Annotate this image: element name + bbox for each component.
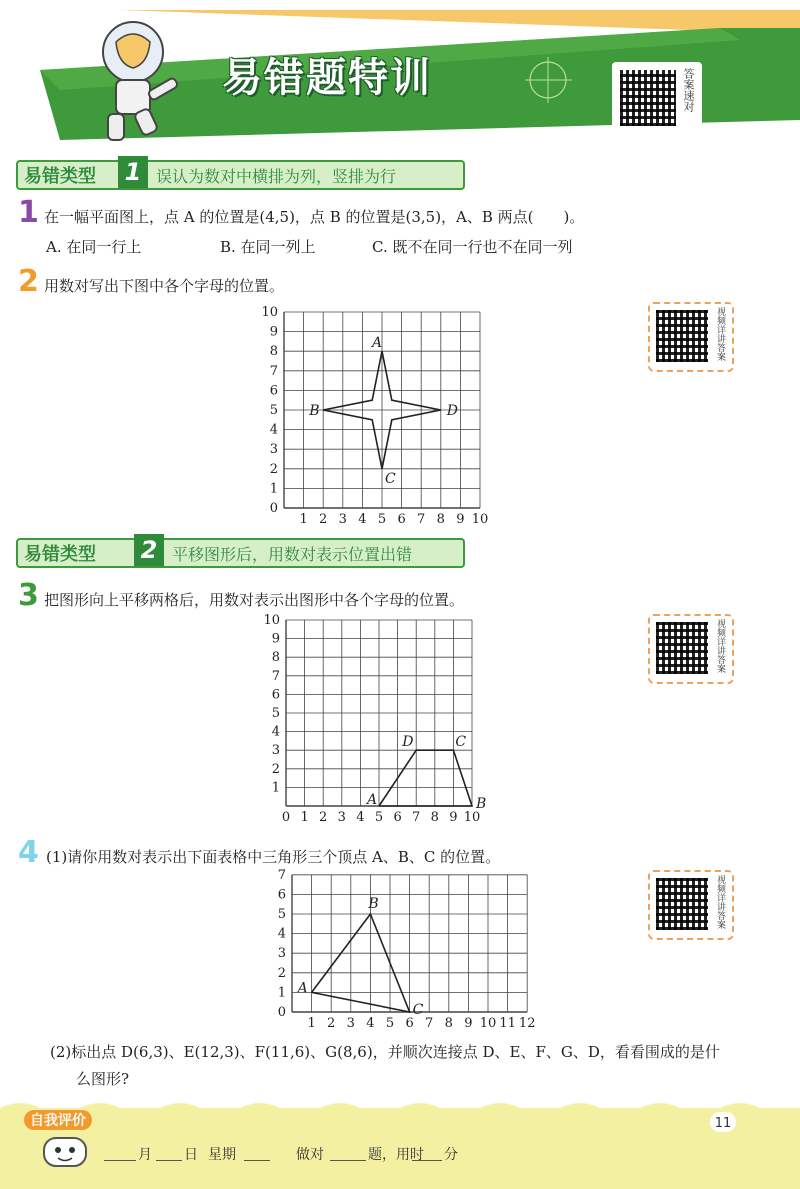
- x-tick-label: 6: [405, 1016, 414, 1031]
- y-tick-label: 8: [269, 344, 278, 360]
- y-tick-label: 7: [277, 867, 286, 883]
- point-label-b: B: [476, 796, 487, 812]
- x-tick-label: 4: [356, 810, 365, 825]
- x-tick-label: 7: [417, 512, 426, 526]
- x-tick-label: 8: [430, 810, 439, 825]
- section-number: 1: [118, 156, 148, 188]
- x-tick-label: 3: [338, 512, 347, 526]
- point-label-c: C: [385, 470, 396, 487]
- grid-chart-q4: [252, 866, 542, 1036]
- x-tick-label: 2: [319, 512, 328, 526]
- point-label-d: D: [402, 734, 414, 751]
- section-description: 平移图形后，用数对表示位置出错: [172, 545, 413, 564]
- y-tick-label: 5: [271, 706, 280, 721]
- y-tick-label: 7: [271, 668, 280, 684]
- question-1-text: 在一幅平面图上，点 A 的位置是(4,5)，点 B 的位置是(3,5)，A、B 两点( )。: [44, 208, 585, 226]
- y-tick-label: 3: [271, 743, 280, 759]
- question-4-part2-line2: 么图形?: [76, 1070, 130, 1088]
- video-qr-label: 视频详讲答案: [715, 875, 725, 929]
- question-number-1: 1: [18, 195, 39, 230]
- month-blank[interactable]: [104, 1160, 136, 1161]
- section-header-1: [16, 158, 464, 188]
- question-number-3: 3: [18, 578, 39, 613]
- y-tick-label: 6: [269, 383, 278, 399]
- x-tick-label: 7: [412, 810, 421, 825]
- footer: [0, 1108, 800, 1189]
- smiley-mascot-icon: [40, 1134, 90, 1170]
- point-label-b: B: [368, 896, 379, 912]
- y-tick-label: 2: [269, 461, 278, 477]
- question-4-part1: (1)请你用数对表示出下面表格中三角形三个顶点 A、B、C 的位置。: [46, 848, 501, 866]
- point-label-a: A: [297, 980, 308, 997]
- astronaut-mascot-icon: [78, 14, 188, 144]
- grid-chart-q3: [262, 608, 502, 828]
- x-tick-label: 4: [358, 512, 367, 526]
- y-tick-label: 10: [263, 613, 280, 628]
- month-label: 月: [138, 1147, 152, 1163]
- question-3-text: 把图形向上平移两格后，用数对表示出图形中各个字母的位置。: [44, 591, 465, 609]
- question-1-option-c[interactable]: C. 既不在同一行也不在同一列: [372, 238, 573, 256]
- point-label-a: A: [367, 792, 378, 808]
- point-label-d: D: [446, 403, 459, 419]
- weekday-label: 星期: [208, 1147, 236, 1163]
- x-tick-label: 10: [471, 512, 489, 526]
- section-header-2: [16, 536, 464, 566]
- x-tick-label: 12: [518, 1016, 536, 1031]
- question-1-option-b[interactable]: B. 在同一列上: [220, 238, 316, 256]
- point-label-c: C: [412, 1002, 424, 1018]
- point-label-a: A: [372, 335, 383, 352]
- time-label: 题，用时: [368, 1147, 424, 1163]
- self-eval-badge: [24, 1110, 92, 1130]
- x-tick-label: 2: [319, 810, 328, 825]
- x-tick-label: 2: [327, 1016, 336, 1031]
- page-number-badge: [710, 1112, 736, 1132]
- x-tick-label: 3: [346, 1016, 355, 1031]
- x-tick-label: 8: [436, 512, 445, 526]
- x-tick-label: 7: [425, 1016, 434, 1031]
- day-blank[interactable]: [156, 1160, 182, 1161]
- x-tick-label: 9: [449, 810, 458, 825]
- point-label-c: C: [455, 734, 467, 751]
- x-tick-label: 3: [337, 810, 346, 825]
- y-tick-label: 9: [269, 324, 278, 340]
- correct-label: 做对: [296, 1147, 324, 1163]
- video-qr-box-q2[interactable]: [648, 302, 734, 372]
- x-tick-label: 6: [397, 512, 406, 526]
- section-description: 误认为数对中横排为列，竖排为行: [156, 167, 397, 186]
- y-tick-label: 9: [271, 631, 280, 647]
- weekday-blank[interactable]: [244, 1160, 270, 1161]
- x-tick-label: 9: [464, 1016, 473, 1031]
- video-qr-code-icon[interactable]: [656, 878, 708, 930]
- video-qr-label: 视频详讲答案: [715, 619, 725, 673]
- y-tick-label: 2: [271, 761, 280, 777]
- x-tick-label: 8: [444, 1016, 453, 1031]
- section-number: 2: [134, 534, 164, 566]
- page-number: 11: [714, 1116, 732, 1131]
- answer-qr-box[interactable]: [612, 62, 702, 132]
- video-qr-box-q4[interactable]: [648, 870, 734, 940]
- x-tick-label: 1: [307, 1016, 316, 1031]
- y-tick-label: 4: [269, 422, 278, 438]
- y-tick-label: 0: [277, 1005, 286, 1020]
- y-tick-label: 6: [277, 887, 286, 903]
- answer-qr-code-icon[interactable]: [620, 70, 676, 126]
- x-tick-label: 5: [385, 1016, 395, 1031]
- y-tick-label: 5: [277, 907, 286, 922]
- x-tick-label: 11: [499, 1016, 516, 1031]
- x-tick-label: 9: [456, 512, 465, 526]
- answer-qr-label: 答案速对: [682, 68, 695, 112]
- figure-outline: [379, 750, 472, 806]
- footer-wave: [0, 1098, 800, 1118]
- y-tick-label: 5: [269, 403, 278, 418]
- y-tick-label: 4: [277, 926, 286, 942]
- x-tick-label: 0: [281, 810, 291, 825]
- video-qr-code-icon[interactable]: [656, 622, 708, 674]
- x-tick-label: 5: [374, 810, 384, 825]
- y-tick-label: 7: [269, 363, 278, 379]
- y-tick-label: 3: [269, 442, 278, 458]
- y-tick-label: 6: [271, 687, 280, 703]
- x-tick-label: 4: [366, 1016, 375, 1031]
- question-number-4: 4: [18, 835, 39, 870]
- y-tick-label: 0: [269, 501, 278, 516]
- y-tick-label: 8: [271, 650, 280, 666]
- correct-blank[interactable]: [330, 1160, 366, 1161]
- video-qr-box-q3[interactable]: [648, 614, 734, 684]
- x-tick-label: 1: [300, 810, 309, 825]
- header-banner: [0, 0, 800, 150]
- video-qr-label: 视频详讲答案: [715, 307, 725, 361]
- x-tick-label: 1: [299, 512, 308, 526]
- x-tick-label: 10: [479, 1016, 497, 1031]
- question-1-option-a[interactable]: A. 在同一行上: [46, 238, 142, 256]
- y-tick-label: 2: [277, 965, 286, 981]
- section-badge: 易错类型: [24, 544, 96, 565]
- section-badge: 易错类型: [24, 166, 96, 187]
- video-qr-code-icon[interactable]: [656, 310, 708, 362]
- x-tick-label: 5: [377, 512, 387, 526]
- x-tick-label: 6: [393, 810, 402, 825]
- question-4-part2-line1: (2)标出点 D(6,3)、E(12,3)、F(11,6)、G(8,6)，并顺次连接点 D、E、F、G、D，看看围成的是什: [50, 1043, 720, 1061]
- time-blank[interactable]: [412, 1160, 442, 1161]
- x-tick-label: 10: [463, 810, 481, 825]
- y-tick-label: 10: [261, 305, 278, 320]
- y-tick-label: 4: [271, 724, 280, 740]
- grid-chart-q2: [256, 296, 496, 526]
- day-label: 日: [184, 1147, 198, 1163]
- y-tick-label: 3: [277, 946, 286, 962]
- page-title: 易错题特训: [222, 55, 432, 101]
- y-tick-label: 1: [269, 481, 278, 497]
- figure-outline: [312, 914, 410, 1012]
- question-number-2: 2: [18, 264, 39, 299]
- point-label-b: B: [309, 403, 320, 419]
- self-eval-label: 自我评价: [30, 1113, 86, 1129]
- minutes-label: 分: [444, 1147, 458, 1163]
- question-2-text: 用数对写出下图中各个字母的位置。: [44, 277, 285, 295]
- y-tick-label: 1: [277, 985, 286, 1001]
- y-tick-label: 1: [271, 780, 280, 796]
